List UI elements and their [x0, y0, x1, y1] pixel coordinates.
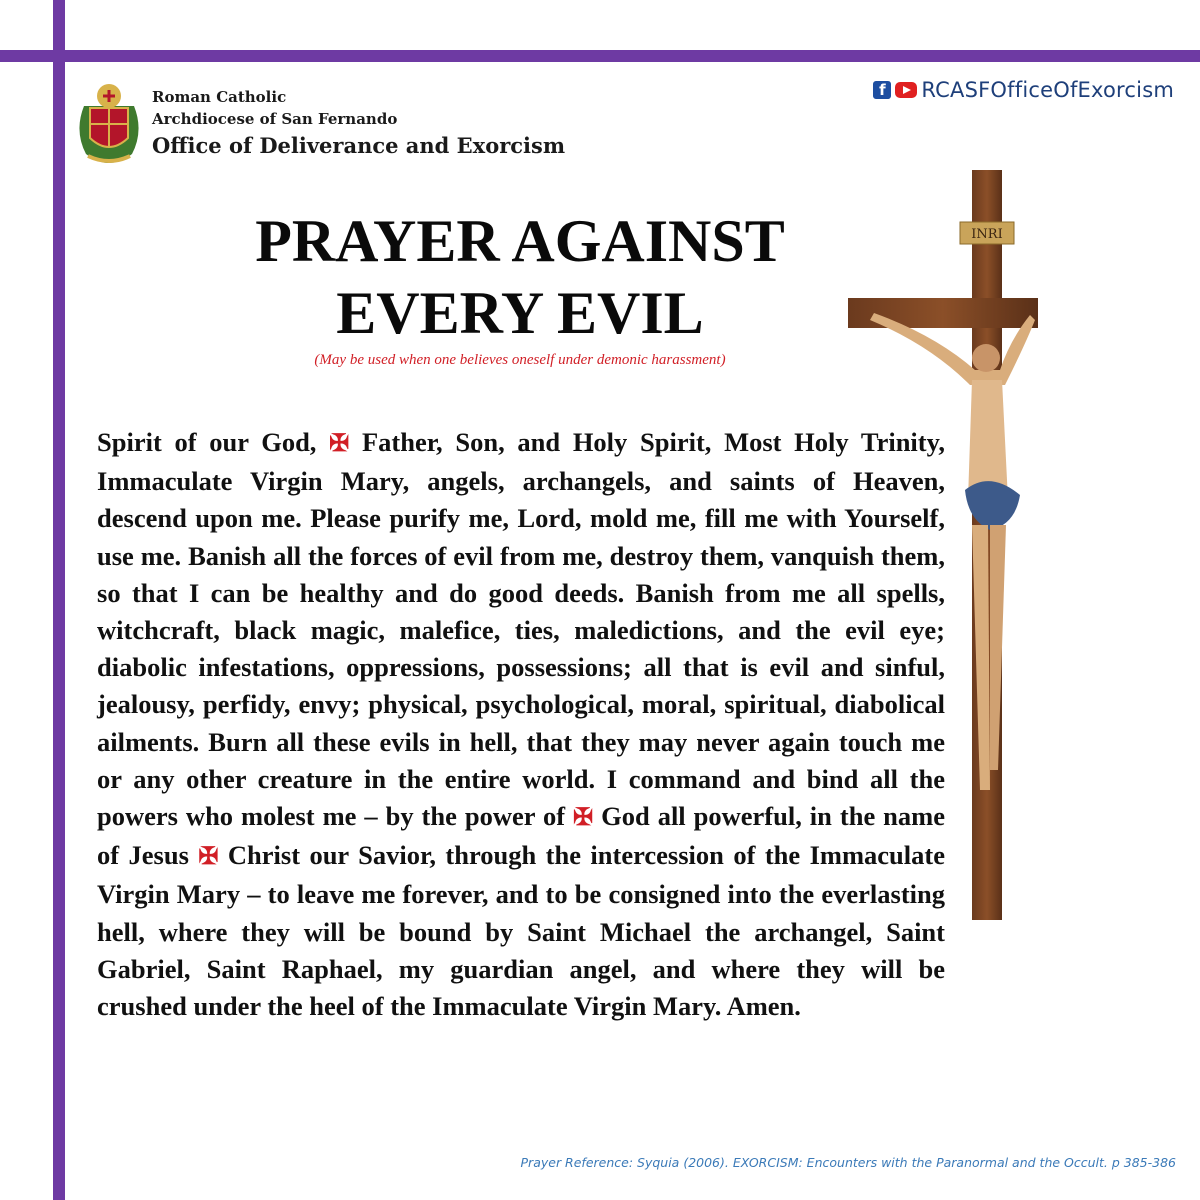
- title-line-1: PRAYER AGAINST: [255, 208, 785, 274]
- org-line-2: Archdiocese of San Fernando: [152, 110, 398, 128]
- prayer-text: [97, 424, 945, 1025]
- social-handle[interactable]: RCASFOfficeOfExorcism: [921, 78, 1174, 102]
- prayer-part-4: Christ our Savior, through the intercession of the Immaculate Virgin Mary – to leave me forever, and to be consigned into the everlasting hell, where they will be bound by Saint Michael the archangel, Saint Gabriel, Saint Raphael, my guardian angel, and where they will be crushed under the heel of the Immaculate Virgin Mary. Amen.: [97, 840, 945, 1022]
- org-line-3: Office of Deliverance and Exorcism: [152, 133, 566, 158]
- subtitle: (May be used when one believes oneself under demonic harassment): [314, 352, 726, 368]
- title-line-2: EVERY EVIL: [336, 280, 704, 346]
- cross-symbol-icon: ✠: [198, 844, 219, 871]
- page-title: [160, 205, 880, 349]
- youtube-icon[interactable]: [895, 82, 917, 98]
- org-line-1: Roman Catholic: [152, 88, 287, 106]
- prayer-part-3: God all powerful, in the name of Jesus: [97, 801, 945, 871]
- prayer-reference: Prayer Reference: Syquia (2006). EXORCISM: Encounters with the Paranormal and the Occult. p 385-386: [520, 1155, 1176, 1170]
- cross-symbol-icon: ✠: [329, 431, 350, 457]
- inri-sign: INRI: [971, 227, 1003, 242]
- purple-horizontal-border: [0, 50, 1200, 62]
- social-handle-block[interactable]: [873, 78, 1174, 102]
- purple-vertical-border: [53, 0, 65, 1200]
- archdiocese-crest-logo: [74, 76, 144, 168]
- facebook-icon[interactable]: f: [873, 81, 891, 99]
- prayer-part-1: Spirit of our God,: [97, 427, 317, 457]
- organization-name: [152, 86, 565, 161]
- cross-symbol-icon: ✠: [573, 805, 594, 832]
- prayer-part-2: Father, Son, and Holy Spirit, Most Holy Trinity, Immaculate Virgin Mary, angels, archangels, and saints of Heaven, descend upon me. Please purify me, Lord, mold me, fill me with Yourself, use me. Banish all the forces of evil from me, destroy them, vanquish them, so that I can be healthy and do good deeds. Banish from me all spells, witchcraft, black magic, malefice, ties, maledictions, and the evil eye; diabolic infestations, oppressions, possessions; all that is evil and sinful, jealousy, perfidy, envy; physical, psychological, moral, spiritual, diabolical ailments. Burn all these evils in hell, that they may never again touch me or any other creature in the entire world. I command and bind all the powers who molest me – by the power of: [97, 427, 946, 832]
